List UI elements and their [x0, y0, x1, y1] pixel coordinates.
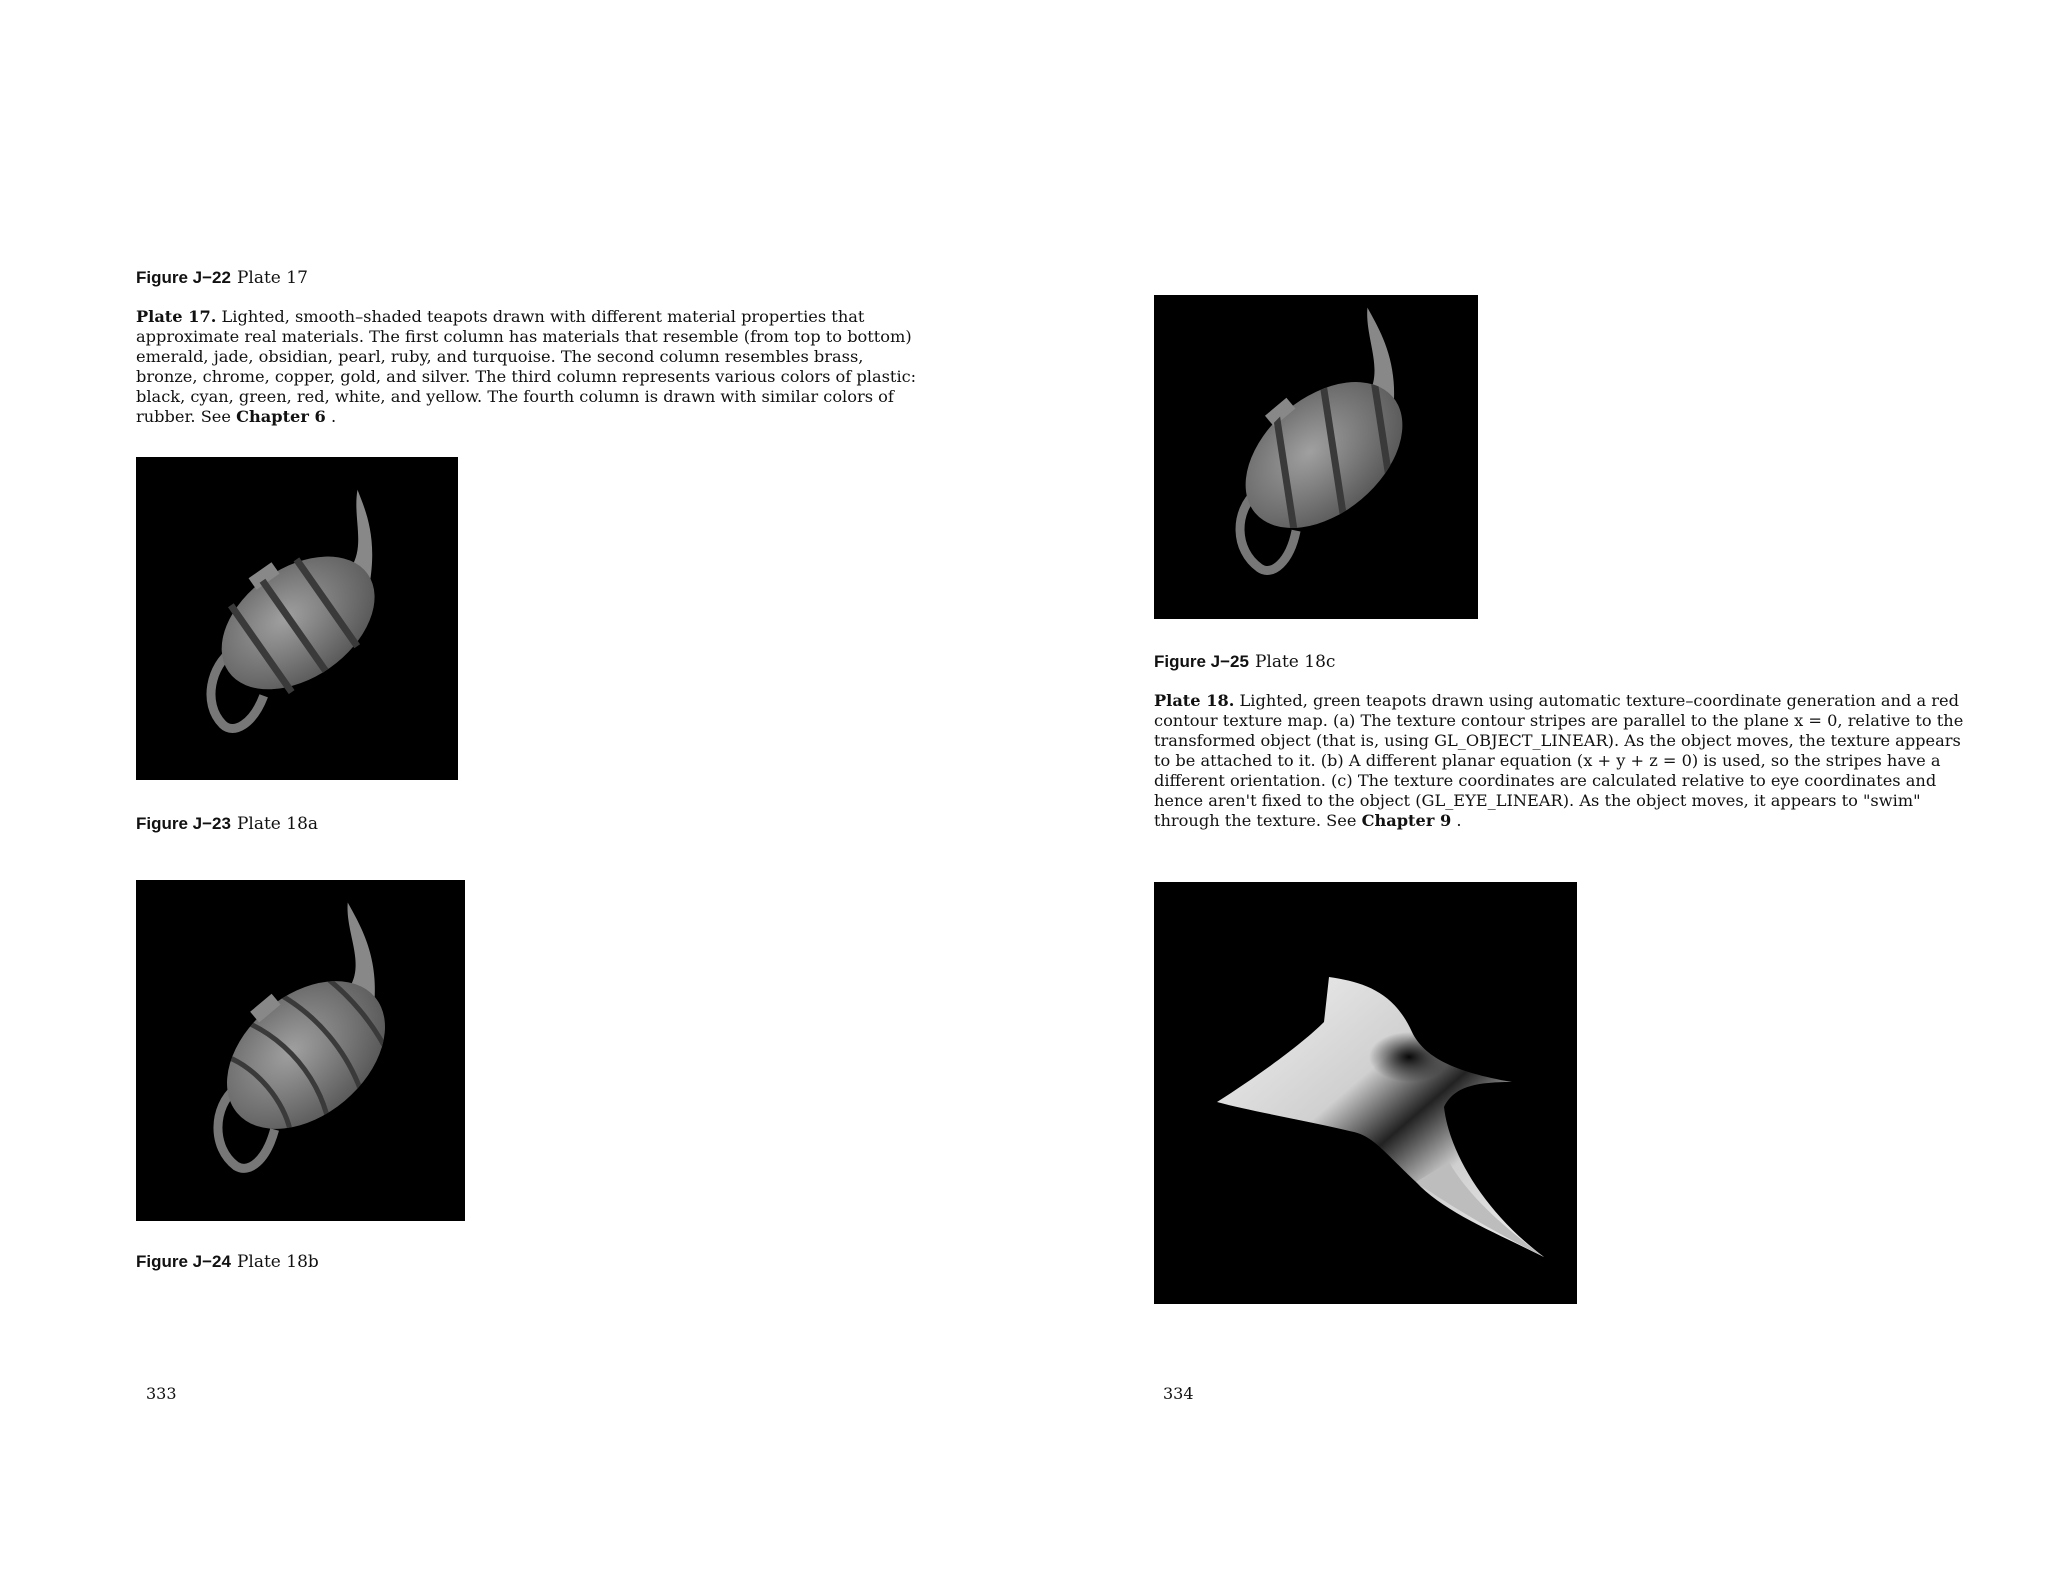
plate-18a-image	[136, 457, 458, 780]
plate-18b-image	[136, 880, 465, 1221]
plate-18-caption	[1154, 691, 1964, 831]
figure-j22-label	[136, 268, 308, 288]
plate-id: Plate 18a	[236, 814, 319, 834]
plate-id: Plate 18c	[1254, 652, 1336, 672]
figure-id: Figure J−23	[136, 814, 231, 833]
plate-id: Plate 18b	[236, 1252, 319, 1272]
curved-surface-image	[1154, 882, 1577, 1304]
figure-j23-label	[136, 814, 318, 834]
caption-lead: Plate 17.	[136, 307, 217, 326]
figure-j25-label	[1154, 652, 1335, 672]
figure-id: Figure J−24	[136, 1252, 231, 1271]
chapter-reference: Chapter 6	[236, 407, 326, 426]
teapot-vertical-stripes-image	[1154, 295, 1478, 619]
plate-id: Plate 17	[236, 268, 308, 288]
plate-17-caption	[136, 307, 926, 427]
caption-tail: .	[325, 407, 337, 426]
caption-text: Lighted, smooth–shaded teapots drawn with different material properties that approximate real materials. The first column has materials that resemble (from top to bottom) emerald, jade, obsidian, pearl, ruby, and turquoise. The second column resembles brass, bronze, chrome, copper, gold, and silver. The third column represents various colors of plastic: black, cyan, green, red, white, and yellow. The fourth column is drawn with similar colors of rubber. See	[136, 307, 917, 426]
page-number: 334	[1163, 1384, 1194, 1403]
figure-j24-label	[136, 1252, 319, 1272]
teapot-diagonal-stripes-image	[136, 880, 465, 1221]
figure-id: Figure J−22	[136, 268, 231, 287]
right-page	[1024, 0, 2048, 1582]
caption-tail: .	[1451, 811, 1462, 830]
caption-text: Lighted, green teapots drawn using automatic texture–coordinate generation and a red contour texture map. (a) The texture contour stripes are parallel to the plane x = 0, relative to the transformed object (that is, using GL_OBJECT_LINEAR). As the object moves, the texture appears to be attached to it. (b) A different planar equation (x + y + z = 0) is used, so the stripes have a different orientation. (c) The texture coordinates are calculated relative to eye coordinates and hence aren't fixed to the object (GL_EYE_LINEAR). As the object moves, it appears to "swim" through the texture. See	[1154, 691, 1964, 830]
figure-id: Figure J−25	[1154, 652, 1249, 671]
caption-lead: Plate 18.	[1154, 691, 1235, 710]
page-number: 333	[146, 1384, 177, 1403]
plate-18c-image	[1154, 295, 1478, 619]
chapter-reference: Chapter 9	[1361, 811, 1452, 830]
teapot-stripes-image	[136, 457, 458, 780]
surface-plot-image	[1154, 882, 1577, 1304]
